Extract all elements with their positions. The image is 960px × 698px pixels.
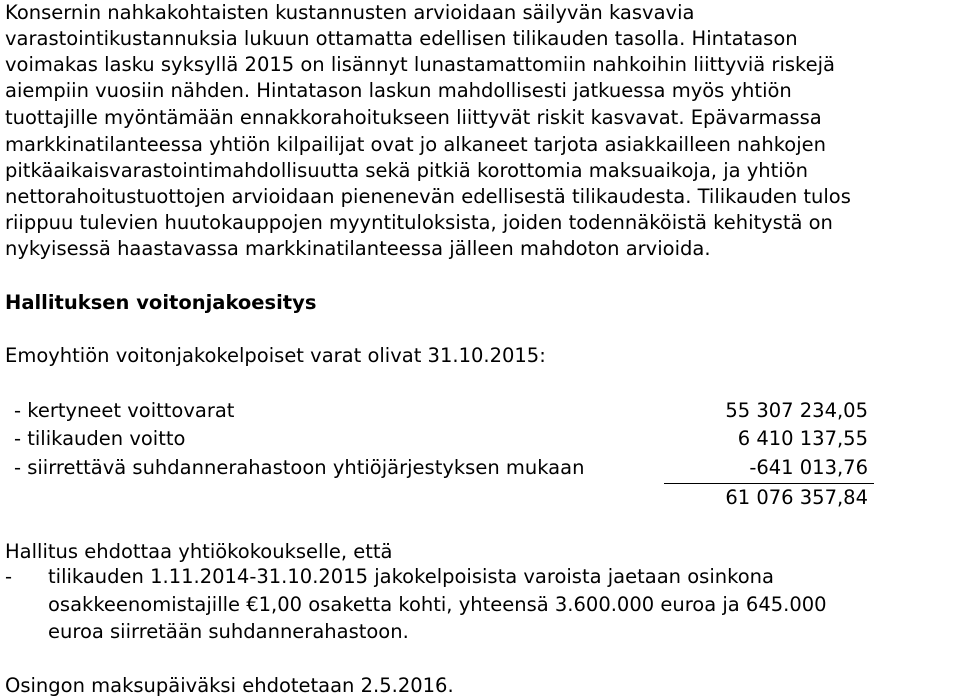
proposal-line: osakkeenomistajille €1,00 osaketta kohti, yhteensä 3.600.000 euroa ja 645.000 bbox=[48, 593, 827, 616]
intro-line: pitkäaikaisvarastointimahdollisuutta sekä pitkiä korottomia maksuaikoja, ja yhtiön bbox=[5, 159, 809, 182]
intro-line: markkinatilanteessa yhtiön kilpailijat ovat jo alkaneet tarjota asiakkailleen nahkojen bbox=[5, 133, 827, 156]
row-label: - kertyneet voittovarat bbox=[14, 399, 235, 422]
table-row bbox=[14, 397, 874, 425]
distributable-intro: Emoyhtiön voitonjakokelpoiset varat olivat 31.10.2015: bbox=[5, 344, 546, 367]
intro-line: riippuu tulevien huutokauppojen myyntituloksista, joiden todennäköistä kehitystä on bbox=[5, 211, 833, 234]
proposal-intro: Hallitus ehdottaa yhtiökokoukselle, että bbox=[5, 540, 393, 563]
intro-line: nettorahoitustuottojen arvioidaan pienenevän edellisestä tilikaudesta. Tilikauden tulos bbox=[5, 185, 851, 208]
row-label: - tilikauden voitto bbox=[14, 427, 186, 450]
intro-line: nykyisessä haastavassa markkinatilanteessa jälleen mahdoton arvioida. bbox=[5, 237, 711, 260]
total-row bbox=[14, 484, 874, 512]
intro-line: voimakas lasku syksyllä 2015 on lisännyt lunastamattomiin nahkoihin liittyviä riskejä bbox=[5, 53, 835, 76]
intro-line: aiempiin vuosiin nähden. Hintatason laskun mahdollisesti jatkuessa myös yhtiön bbox=[5, 79, 792, 102]
proposal-line: tilikauden 1.11.2014-31.10.2015 jakokelpoisista varoista jaetaan osinkona bbox=[48, 565, 774, 588]
intro-line: tuottajille myöntämään ennakkorahoitukseen liittyvät riskit kasvavat. Epävarmassa bbox=[5, 106, 822, 129]
table-row bbox=[14, 425, 874, 453]
table-row bbox=[14, 454, 874, 482]
intro-line: varastointikustannuksia lukuun ottamatta edellisen tilikauden tasolla. Hintatason bbox=[5, 27, 798, 50]
payment-date-text: Osingon maksupäiväksi ehdotetaan 2.5.2016. bbox=[5, 674, 454, 697]
row-amount: 6 410 137,55 bbox=[737, 427, 868, 450]
proposal-line: euroa siirretään suhdannerahastoon. bbox=[48, 620, 409, 643]
bullet-dash: - bbox=[5, 565, 13, 588]
section-heading: Hallituksen voitonjakoesitys bbox=[5, 291, 317, 314]
row-label: - siirrettävä suhdannerahastoon yhtiöjärjestyksen mukaan bbox=[14, 456, 585, 479]
row-amount: 55 307 234,05 bbox=[725, 399, 868, 422]
row-amount: -641 013,76 bbox=[749, 456, 868, 479]
intro-line: Konsernin nahkakohtaisten kustannusten arvioidaan säilyvän kasvavia bbox=[5, 1, 695, 24]
total-amount: 61 076 357,84 bbox=[725, 486, 868, 509]
